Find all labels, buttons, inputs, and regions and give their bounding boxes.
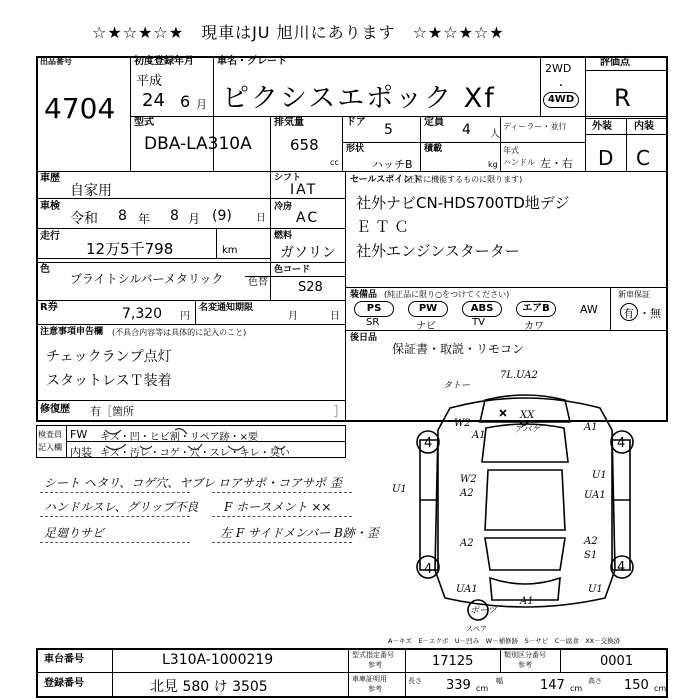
- doors: 5: [384, 122, 393, 138]
- dealer-label: ディーラー・並行: [503, 122, 567, 131]
- width-label: 幅: [496, 677, 503, 685]
- length-unit: cm: [476, 684, 489, 693]
- width: 147: [540, 678, 565, 693]
- diag-mark-u1-left: U1: [392, 484, 407, 495]
- fw-title: FW: [70, 428, 88, 441]
- km-unit: km: [222, 245, 238, 256]
- color-code-label: 色コード: [274, 265, 311, 275]
- diag-mark-wheel-fr: 4: [617, 436, 626, 451]
- interior-title: 内装: [70, 446, 92, 459]
- handle-value: 左・右: [540, 157, 573, 170]
- diag-mark-a2-low: A2: [460, 538, 474, 549]
- rating-exterior: D: [598, 146, 614, 170]
- type-designation-label: 型式指定番号: [352, 651, 394, 659]
- sales-point-2: ＥＴＣ: [356, 218, 414, 236]
- repair-label: 修復歴: [40, 404, 70, 415]
- warranty-label: 新車保証: [618, 290, 650, 299]
- notice-month: 月: [288, 311, 298, 322]
- chassis-no-label: 車台番号: [44, 654, 84, 665]
- type-designation-ref: 参考: [368, 661, 382, 669]
- drive-4wd: 4WD: [543, 92, 579, 108]
- sales-point-sub: (正常に機能するものに限ります): [404, 175, 523, 184]
- body-shape: ハッチB: [372, 158, 413, 171]
- lot-no-label: 出品番号: [40, 57, 72, 66]
- car-name-grade: ピクシスエポック Xf: [222, 83, 496, 114]
- model-code-label: 型式: [134, 117, 154, 128]
- diag-mark-a1-rear: A1: [520, 596, 534, 607]
- hw-note-4: ロアサポ・コアサポ 歪: [218, 476, 342, 490]
- diag-mark-7l: 7L.UA2: [500, 370, 538, 381]
- equip-abs: ABS: [462, 301, 502, 317]
- fw-marks: キズ・凹・ヒビ割・リペア跡・×要: [100, 432, 258, 443]
- equip-leather: カワ: [524, 321, 544, 332]
- equip-navi: ナビ: [416, 321, 436, 332]
- doors-label: ドア: [346, 117, 366, 128]
- history: 自家用: [70, 183, 112, 199]
- note-line-2: スタットレスＴ装着: [46, 373, 172, 389]
- interior-label: 内装: [634, 121, 654, 132]
- odometer: 12万5千798: [86, 240, 174, 258]
- diag-mark-s1: S1: [584, 550, 598, 561]
- equip-pw: PW: [408, 301, 448, 317]
- first-reg-era: 平成: [136, 74, 163, 89]
- inspection-year-unit: 年: [138, 212, 151, 226]
- height-unit: cm: [654, 684, 667, 693]
- shift: IAT: [290, 182, 318, 198]
- capacity-label: 定員: [424, 117, 444, 128]
- category-no-label: 類別区分番号: [504, 651, 546, 659]
- reg-no: 北見 580 け 3505: [150, 679, 268, 695]
- hw-note-1: シート ヘタリ、コゲ穴、ヤブレ: [44, 476, 215, 490]
- displacement-label: 排気量: [274, 117, 304, 128]
- diag-mark-u1-right: U1: [592, 470, 607, 481]
- displacement: 658: [290, 136, 319, 154]
- diag-mark-u1-rr: U1: [588, 584, 603, 595]
- diagram-legend: A－キズ E－エクボ U－凹み W－補修跡 S－サビ C－腐食 XX－交換済: [388, 637, 621, 645]
- sales-point-1: 社外ナビCN-HDS700TD地デジ: [356, 194, 570, 212]
- inspection-era: 令和: [70, 211, 98, 227]
- first-reg-label: 初度登録年月: [134, 56, 194, 67]
- back-label: 後日品: [350, 333, 378, 343]
- size-cert-label: 車庫証明用: [352, 675, 387, 683]
- chassis-no: L310A-1000219: [162, 652, 274, 668]
- handle-label: ハンドル: [503, 158, 535, 167]
- equip-sr: SR: [366, 317, 380, 328]
- equip-tv: TV: [472, 317, 485, 328]
- hw-note-2: ハンドルスレ、グリップ不良: [44, 500, 199, 514]
- equipment-label: 装備品: [350, 290, 378, 300]
- repair-bracket: ］: [334, 405, 345, 418]
- note-line-1: チェックランプ点灯: [46, 349, 172, 365]
- diag-mark-ua1-rl: UA1: [456, 584, 478, 595]
- load-label: 積載: [424, 144, 443, 154]
- diag-mark-a2-right: A2: [584, 536, 598, 547]
- aircon-label: 冷房: [274, 202, 293, 212]
- people-unit: 人: [490, 129, 500, 140]
- back-items: 保証書・取説・リモコン: [392, 342, 525, 356]
- model-code: DBA-LA310A: [144, 134, 252, 154]
- recycle-label: R券: [40, 302, 58, 313]
- inspection-month: 8: [170, 208, 179, 224]
- fuel-label: 燃料: [274, 231, 293, 241]
- hw-note-5: F ホースメント ××: [224, 500, 332, 514]
- equip-airbag: エアB: [516, 301, 556, 317]
- color: ブライトシルバーメタリック: [70, 272, 224, 286]
- lot-no: 4704: [44, 92, 116, 125]
- inspection-scribble: [60, 424, 350, 460]
- cc-unit: cc: [330, 158, 339, 167]
- equip-ps: PS: [354, 301, 394, 317]
- type-designation: 17125: [432, 654, 474, 669]
- length: 339: [446, 678, 471, 693]
- mileage-year-label: 年式: [503, 146, 519, 155]
- diag-mark-a1-tr: A1: [584, 422, 598, 433]
- first-reg-year: 24: [142, 90, 165, 111]
- banner-text: ☆★☆★☆★ 現車はJU 旭川にあります ☆★☆★☆★: [92, 23, 505, 42]
- first-reg-month: 6: [180, 92, 191, 111]
- hw-note-6: 左 F サイドメンバー B跡・歪: [220, 526, 379, 540]
- warranty-no: ・無: [639, 307, 661, 320]
- category-no-ref: 参考: [518, 661, 532, 669]
- rating-label: 評価点: [600, 57, 630, 68]
- width-unit: cm: [570, 684, 583, 693]
- diag-mark-xx: XX: [520, 410, 535, 421]
- exterior-label: 外装: [592, 121, 612, 132]
- diag-mark-w2-mid: W2: [460, 474, 477, 485]
- diag-mark-a1-tl: A1: [472, 430, 486, 441]
- notes-sub: (不具合内容等は具体的に記入のこと): [112, 328, 247, 337]
- diag-spare-label: スペア: [466, 625, 487, 633]
- rating-interior: C: [636, 146, 650, 170]
- length-label: 長さ: [408, 677, 422, 685]
- interior-marks: キズ・汚レ・コゲ・穴・スレ・キレ・臭い: [100, 448, 290, 459]
- inspection-day-unit: 日: [256, 213, 266, 224]
- recycle: 7,320: [122, 306, 163, 322]
- height: 150: [624, 678, 649, 693]
- color-label: 色: [40, 264, 50, 275]
- sales-point-label: セールスポイント: [350, 175, 422, 185]
- hw-note-3: 足廻りサビ: [44, 526, 105, 540]
- car-grade-label: 車名・グレード: [217, 56, 287, 67]
- color-code: S28: [298, 280, 323, 295]
- yen-unit: 円: [180, 311, 190, 322]
- equip-aw: AW: [580, 303, 598, 316]
- inspection-month-unit: 月: [188, 212, 201, 226]
- inspection-label: 車検: [40, 201, 60, 212]
- equipment-sub: (純正品に限り○をつけてください): [384, 290, 510, 299]
- drive-2wd: 2WD: [545, 62, 572, 75]
- diag-mark-wheel-fl: 4: [424, 436, 433, 451]
- height-label: 高さ: [588, 677, 602, 685]
- diag-mark-a2-mid: A2: [460, 488, 474, 499]
- notes-header: 注意事項申告欄: [40, 327, 104, 337]
- diag-mark-wheel-rr: 4: [617, 560, 626, 575]
- frame-right: [666, 56, 668, 422]
- diag-mark-ua1-right: UA1: [584, 490, 606, 501]
- drive-sep: ・: [556, 81, 566, 92]
- size-cert-ref: 参考: [368, 685, 382, 693]
- fuel: ガソリン: [280, 245, 336, 261]
- body-shape-label: 形状: [346, 144, 365, 154]
- repair-history: 有［箇所: [90, 405, 134, 418]
- shift-label: シフト: [274, 173, 302, 183]
- sales-point-3: 社外エンジンスターター: [356, 242, 520, 260]
- reg-no-label: 登録番号: [44, 678, 84, 689]
- diag-mark-w2-tl: W2: [454, 418, 471, 429]
- diag-mark-wheel-rl: 4: [424, 562, 433, 577]
- history-label: 車歴: [40, 173, 60, 184]
- odometer-label: 走行: [40, 231, 60, 242]
- first-reg-month-unit: 月: [196, 98, 207, 111]
- inspection-year: 8: [118, 208, 127, 224]
- diag-mark-abage: アバゲ: [514, 425, 541, 435]
- diag-mark-pots: ポーツ: [470, 606, 497, 616]
- color-no-label: 色替: [248, 277, 268, 288]
- kg-unit: kg: [488, 160, 498, 169]
- diag-mark-tattoo: タトー: [443, 381, 471, 391]
- inspection-day: (9): [212, 208, 232, 224]
- category-no: 0001: [600, 654, 634, 669]
- aircon: AC: [296, 210, 320, 226]
- frame-left: [36, 56, 38, 422]
- rating-overall: R: [614, 84, 631, 112]
- entry-label: 記入欄: [38, 443, 62, 452]
- warranty-yes: 有: [623, 307, 634, 320]
- inspector-label: 検査員: [38, 430, 62, 439]
- notice-day: 日: [330, 311, 340, 322]
- notice-label: 名変通知期限: [199, 303, 254, 313]
- capacity: 4: [462, 122, 471, 138]
